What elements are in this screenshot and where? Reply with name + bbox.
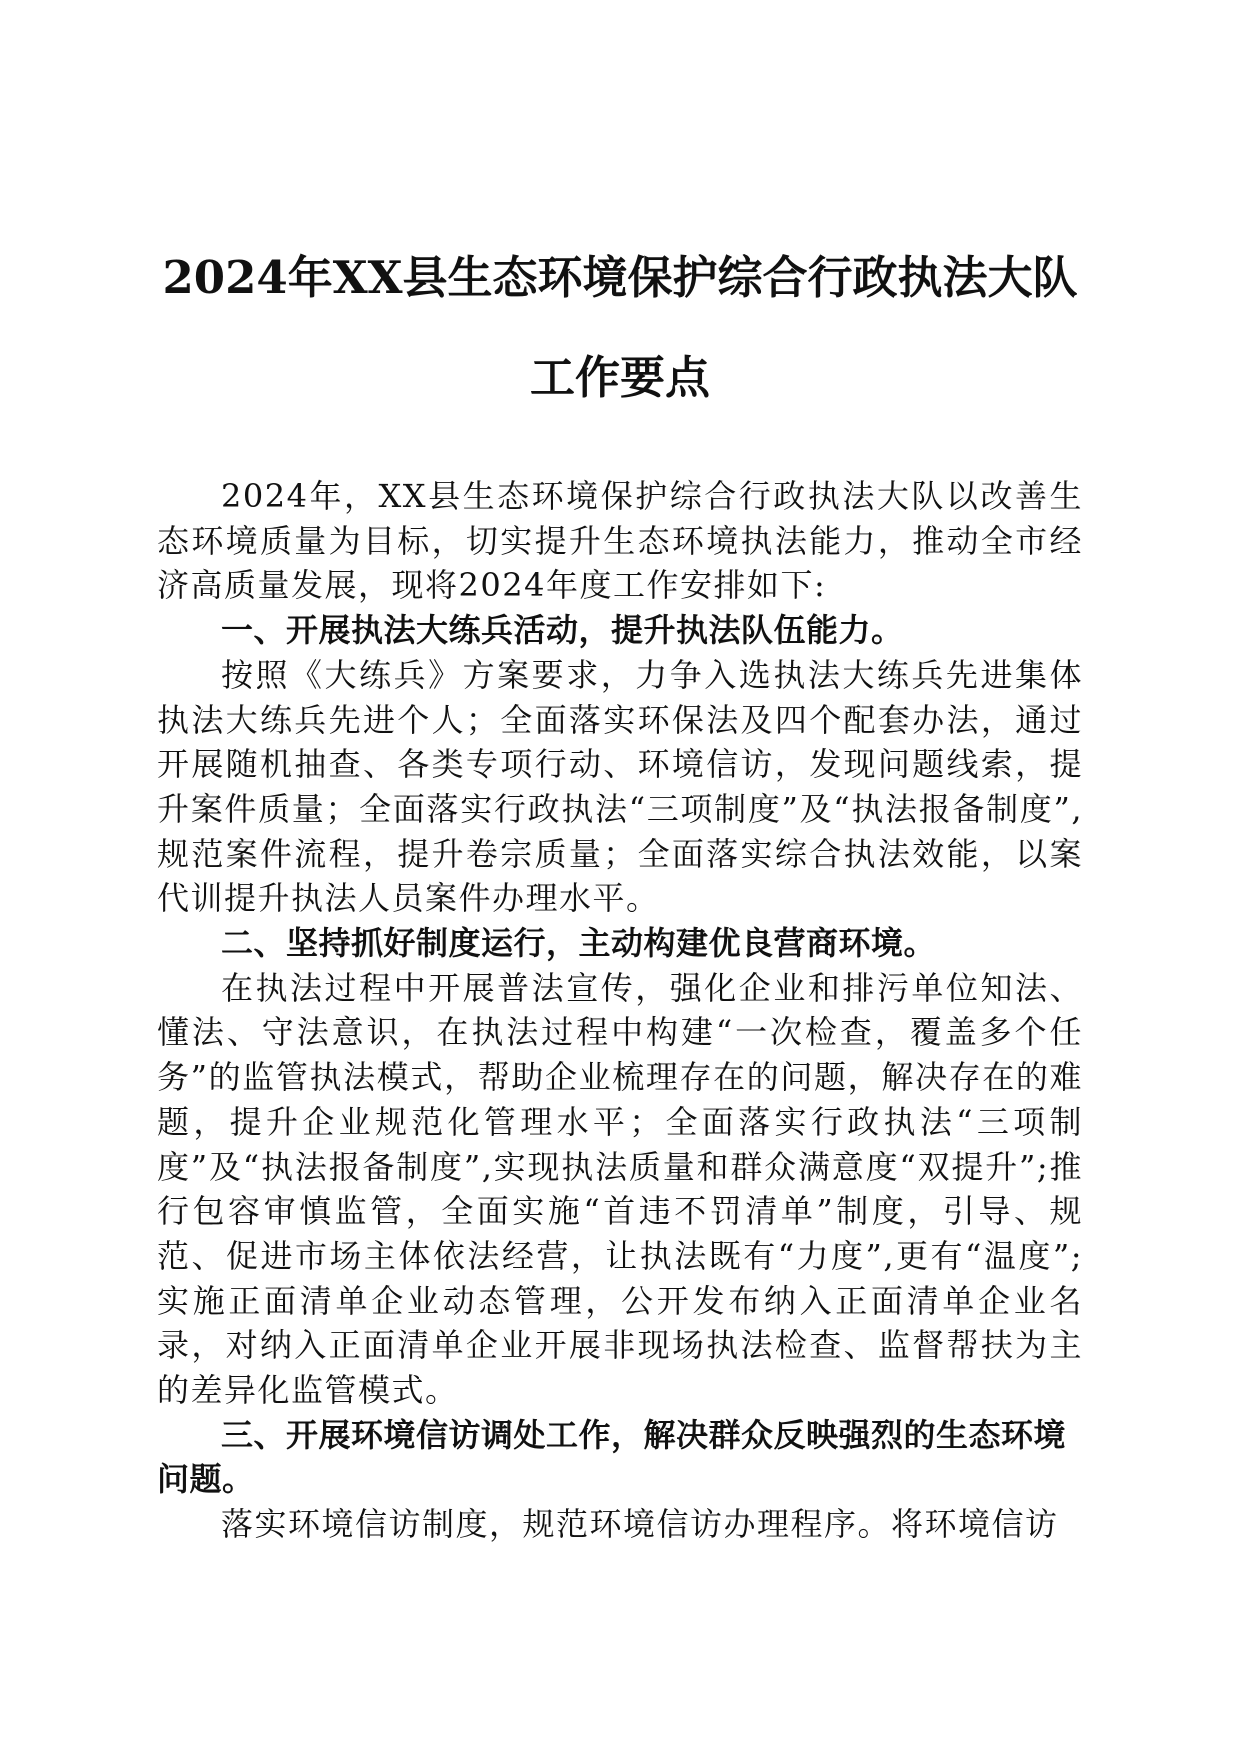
title-line-1: 2024年XX县生态环境保护综合行政执法大队 (162, 251, 1078, 304)
document-body (157, 474, 1083, 1547)
section-3-heading: 三、开展环境信访调处工作，解决群众反映强烈的生态环境问题。 (157, 1415, 1067, 1499)
section-1-body: 按照《大练兵》方案要求，力争入选执法大练兵先进集体执法大练兵先进个人；全面落实环保法及四个配套办法，通过开展随机抽查、各类专项行动、环境信访，发现问题线索，提升案件质量；全面落实行政执法“三项制度”及“执法报备制度”,规范案件流程，提升卷宗质量；全面落实综合执法效能，以案代训提升执法人员案件办理水平。 (157, 655, 1083, 918)
document-title (150, 228, 1090, 428)
section-3-body: 落实环境信访制度，规范环境信访办理程序。将环境信访 (221, 1505, 1059, 1544)
title-line-2: 工作要点 (529, 351, 710, 404)
section-2-heading: 二、坚持抓好制度运行，主动构建优良营商环境。 (221, 924, 937, 963)
section-2-body: 在执法过程中开展普法宣传，强化企业和排污单位知法、懂法、守法意识，在执法过程中构建“一次检查，覆盖多个任务”的监管执法模式，帮助企业梳理存在的问题，解决存在的难题，提升企业规范化管理水平；全面落实行政执法“三项制度”及“执法报备制度”,实现执法质量和群众满意度“双提升”;推行包容审慎监管，全面实施“首违不罚清单”制度，引导、规范、促进市场主体依法经营，让执法既有“力度”,更有“温度”;实施正面清单企业动态管理，公开发布纳入正面清单企业名录，对纳入正面清单企业开展非现场执法检查、监督帮扶为主的差异化监管模式。 (157, 968, 1083, 1410)
intro-paragraph: 2024年，XX县生态环境保护综合行政执法大队以改善生态环境质量为目标，切实提升生态环境执法能力，推动全市经济高质量发展，现将2024年度工作安排如下: (157, 477, 1083, 605)
section-1-heading: 一、开展执法大练兵活动，提升执法队伍能力。 (221, 611, 904, 650)
